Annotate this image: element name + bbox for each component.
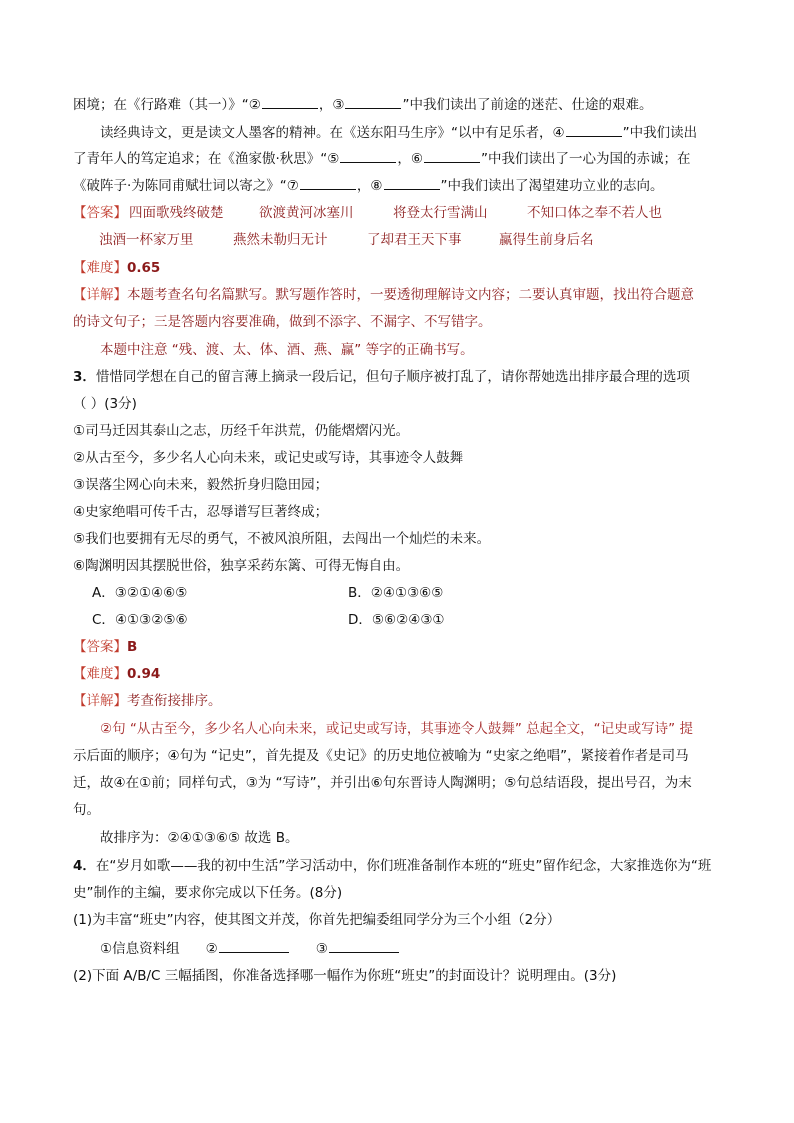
q3-sentence-4: [73, 502, 733, 522]
group-label: ②: [205, 941, 218, 957]
answer-label: 【答案】: [73, 205, 127, 221]
option-label: A．: [92, 585, 115, 601]
blank-8: [384, 175, 440, 190]
q3-stem-line-2: [73, 394, 733, 414]
detail-text: 本题中注意 “残、渡、太、体、酒、燕、赢” 等字的正确书写。: [100, 342, 474, 358]
explanation-text: 示后面的顺序；④句为 “记史”，首先提及《史记》的历史地位被喻为 “史家之绝唱”，紧接着作者是司马: [73, 748, 689, 764]
q3-detail: [73, 691, 733, 711]
detail-text: 的诗文句子；三是答题内容要准确，做到不添字、不漏字、不写错字。: [73, 314, 492, 330]
option-a[interactable]: [92, 583, 187, 603]
text-segment: ”中我们读出了渴望建功立业的志向。: [440, 178, 664, 194]
q2-line-2: [100, 122, 760, 142]
text-segment: ”中我们读出: [622, 125, 698, 141]
detail-text: 考查衔接排序。: [127, 693, 222, 709]
q3-sentence-5: [73, 529, 733, 549]
q2-detail-line-1: [73, 285, 733, 305]
detail-text: 本题考查名句名篇默写。默写题作答时，一要透彻理解诗文内容；二要认真审题，找出符合题意: [127, 287, 694, 303]
option-text: ④①③②⑤⑥: [114, 612, 188, 628]
blank-5: [340, 148, 396, 163]
group-label: ①信息资料组: [100, 941, 180, 957]
q4-sub-2: [73, 966, 733, 986]
sentence-text: ⑥陶渊明因其摆脱世俗，独享采药东篱、可得无悔自由。: [73, 558, 410, 574]
answer-item: 燕然未勒归无计: [233, 232, 328, 248]
q3-explanation-line-1: [100, 719, 760, 739]
difficulty-label: 【难度】: [73, 260, 127, 276]
answer-item: 不知口体之奉不若人也: [527, 205, 662, 221]
q4-stem-line-1: [73, 856, 733, 876]
text-segment: 读经典诗文，更是读文人墨客的精神。在《送东阳马生序》“以中有足乐者，④: [100, 125, 565, 141]
q2-line-4: [73, 175, 733, 195]
q3-difficulty: [73, 664, 733, 684]
question-stem: （ ）(3分): [73, 396, 137, 412]
option-label: D．: [348, 612, 372, 628]
q3-stem-line-1: [73, 367, 733, 387]
sentence-text: ④史家绝唱可传千古，忍辱谱写巨著终成；: [73, 504, 329, 520]
text-segment: ，⑥: [397, 151, 423, 167]
q2-answer-row-1: [73, 203, 733, 223]
q3-explanation-line-3: [73, 773, 733, 793]
text-segment: ，⑧: [356, 178, 383, 194]
q3-sentence-2: [73, 448, 733, 468]
q2-line-3: [73, 148, 733, 168]
answer-item: 浊酒一杯家万里: [99, 232, 194, 248]
detail-label: 【详解】: [73, 693, 127, 709]
q3-explanation-line-2: [73, 746, 733, 766]
blank-group-3: [329, 938, 399, 953]
explanation-text: ②句 “从古至今，多少名人心向未来，或记史或写诗，其事迹令人鼓舞” 总起全文，“记史或写诗” 提: [100, 721, 693, 737]
difficulty-label: 【难度】: [73, 666, 127, 682]
blank-7: [300, 175, 356, 190]
difficulty-value: 0.94: [127, 666, 161, 682]
q2-difficulty: [73, 258, 733, 278]
q4-sub-1: [73, 910, 733, 930]
q2-detail-line-3: [100, 340, 760, 360]
q3-sentence-3: [73, 475, 733, 495]
blank-6: [424, 148, 480, 163]
blank-4: [566, 122, 622, 137]
q3-answer: [73, 637, 733, 657]
q4-stem-line-2: [73, 883, 733, 903]
answer-item: 赢得生前身后名: [499, 232, 594, 248]
answer-value: B: [127, 639, 138, 655]
option-label: C．: [92, 612, 115, 628]
question-number: 3．: [73, 369, 96, 385]
group-label: ③: [315, 941, 328, 957]
question-stem: 在“岁月如歌——我的初中生活”学习活动中，你们班准备制作本班的“班史”留作纪念，大家推选你为“班: [95, 858, 712, 874]
q3-sentence-1: [73, 421, 733, 441]
q3-conclusion: [100, 828, 760, 848]
blank-3: [345, 94, 401, 109]
difficulty-value: 0.65: [127, 260, 161, 276]
q2-line-1: [73, 94, 733, 114]
sentence-text: ①司马迁因其泰山之志，历经千年洪荒，仍能熠熠闪光。: [73, 423, 410, 439]
text-segment: ”中我们读出了一心为国的赤诚；在: [481, 151, 691, 167]
blank-group-2: [219, 938, 289, 953]
subquestion-text: (1)为丰富“班史”内容，使其图文并茂，你首先把编委组同学分为三个小组（2分）: [73, 912, 561, 928]
option-label: B．: [348, 585, 371, 601]
text-segment: ”中我们读出了前途的迷茫、仕途的艰难。: [402, 97, 653, 113]
option-b[interactable]: [348, 583, 443, 603]
sentence-text: ⑤我们也要拥有无尽的勇气，不被风浪所阻，去闯出一个灿烂的未来。: [73, 531, 491, 547]
answer-label: 【答案】: [73, 639, 127, 655]
q3-sentence-6: [73, 556, 733, 576]
explanation-text: 迁，故④在①前；同样句式，③为 “写诗”，并引出⑥句东晋诗人陶渊明；⑤句总结语段，提出号召，为末: [73, 775, 692, 791]
detail-label: 【详解】: [73, 287, 127, 303]
explanation-text: 句。: [73, 802, 100, 818]
q4-groups: [100, 938, 760, 958]
answer-item: 欲渡黄河冰塞川: [259, 205, 354, 221]
answer-item: 了却君王天下事: [367, 232, 462, 248]
answer-item: 将登太行雪满山: [393, 205, 488, 221]
subquestion-text: (2)下面 A/B/C 三幅插图，你准备选择哪一幅作为你班“班史”的封面设计？说明理由。(3分): [73, 968, 617, 984]
q2-answer-row-2: [73, 230, 733, 250]
question-number: 4．: [73, 858, 96, 874]
option-d[interactable]: [348, 610, 445, 630]
question-stem: 惜惜同学想在自己的留言薄上摘录一段后记，但句子顺序被打乱了，请你帮她选出排序最合理的选项: [95, 369, 690, 385]
sentence-text: ②从古至今，多少名人心向未来，或记史或写诗，其事迹令人鼓舞: [73, 450, 464, 466]
q2-detail-line-2: [73, 312, 733, 332]
option-text: ⑤⑥②④③①: [371, 612, 445, 628]
sentence-text: ③误落尘网心向未来，毅然折身归隐田园；: [73, 477, 329, 493]
text-segment: 《破阵子·为陈同甫赋壮词以寄之》“⑦: [73, 178, 299, 194]
option-text: ②④①③⑥⑤: [370, 585, 444, 601]
text-segment: 困境；在《行路难（其一）》“②: [73, 97, 261, 113]
option-c[interactable]: [92, 610, 188, 630]
text-segment: 了青年人的笃定追求；在《渔家傲·秋思》“⑤: [73, 151, 340, 167]
option-text: ③②①④⑥⑤: [114, 585, 188, 601]
q3-explanation-line-4: [73, 800, 733, 820]
question-stem: 史”制作的主编，要求你完成以下任务。(8分): [73, 885, 343, 901]
blank-2: [262, 94, 318, 109]
answer-item: 四面歌残终破楚: [129, 205, 224, 221]
text-segment: ，③: [318, 97, 345, 113]
conclusion-text: 故排序为：②④①③⑥⑤ 故选 B。: [100, 830, 299, 846]
